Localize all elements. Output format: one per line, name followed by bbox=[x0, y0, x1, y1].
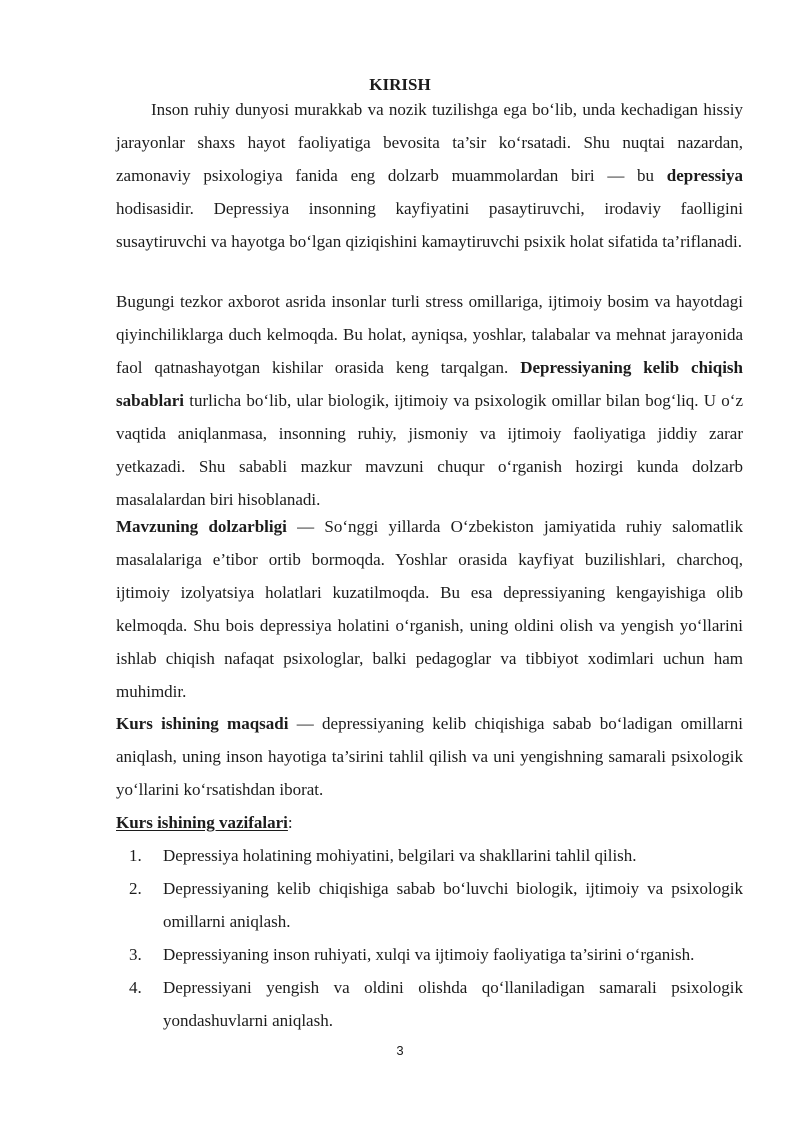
list-item bbox=[116, 872, 743, 938]
list-item bbox=[116, 971, 743, 1037]
causes-text-1: Bugungi tezkor axborot asrida insonlar turli stress omillariga, ijtimoiy bosim va hayotdagi qiyinchiliklarga duch kelmoqda. Bu holat, ayniqsa, yoshlar, talabalar va mehnat jarayonida faol qatnashayotgan kishilar orasida keng tarqalgan. bbox=[116, 292, 743, 377]
intro-paragraph bbox=[116, 93, 743, 258]
aim-text: — depressiyaning kelib chiqishiga sabab bo‘ladigan omillarni aniqlash, uning inson hayotiga ta’sirini tahlil qilish va uni yengishning samarali psixologik yo‘llarini ko‘rsatishdan iborat. bbox=[116, 714, 743, 799]
list-item-number: 4. bbox=[129, 978, 142, 997]
relevance-text: — So‘nggi yillarda O‘zbekiston jamiyatida ruhiy salomatlik masalalariga e’tibor ortib bormoqda. Yoshlar orasida kayfiyat buzilishlari, charchoq, ijtimoiy izolyatsiya holatlari kuzatilmoqda. Bu esa depressiyaning kengayishiga olib kelmoqda. Shu bois depressiya holatini o‘rganish, uning oldini olish va yengish yo‘llarini ishlab chiqish nafaqat psixologlar, balki pedagoglar va tibbiyot xodimlari uchun ham muhimdir. bbox=[116, 517, 743, 701]
tasks-keyword: Kurs ishining vazifalari bbox=[116, 813, 288, 832]
causes-paragraph bbox=[116, 285, 743, 516]
relevance-paragraph bbox=[116, 510, 743, 708]
list-item bbox=[116, 938, 743, 971]
list-item-text: Depressiyani yengish va oldini olishda qo‘llaniladigan samarali psixologik yondashuvlarni aniqlash. bbox=[163, 978, 743, 1030]
intro-keyword: depressiya bbox=[666, 166, 743, 185]
tasks-colon: : bbox=[287, 813, 293, 832]
section-heading: KIRISH bbox=[369, 75, 431, 94]
causes-text-2: turlicha bo‘lib, ular biologik, ijtimoiy va psixologik omillar bilan bog‘liq. U o‘z vaqtida aniqlanmasa, insonning ruhiy, jismoniy va ijtimoiy faoliyatiga jiddiy zarar yetkazadi. Shu sababli mazkur mavzuni chuqur o‘rganish hozirgi kunda dolzarb masalalardan biri hisoblanadi. bbox=[116, 391, 743, 509]
aim-paragraph bbox=[116, 707, 743, 806]
list-item bbox=[116, 839, 743, 872]
list-item-text: Depressiyaning kelib chiqishiga sabab bo‘luvchi biologik, ijtimoiy va psixologik omillarni aniqlash. bbox=[163, 879, 743, 931]
list-item-text: Depressiya holatining mohiyatini, belgilari va shakllarini tahlil qilish. bbox=[163, 846, 637, 865]
aim-keyword: Kurs ishining maqsadi bbox=[116, 714, 289, 733]
list-item-number: 2. bbox=[129, 879, 142, 898]
causes-keyword: Depressiyaning kelib chiqish sabablari bbox=[116, 358, 743, 410]
tasks-heading bbox=[116, 806, 743, 839]
list-item-number: 1. bbox=[129, 846, 142, 865]
page-number: 3 bbox=[396, 1043, 404, 1058]
intro-text-1: Inson ruhiy dunyosi murakkab va nozik tuzilishga ega bo‘lib, unda kechadigan hissiy jarayonlar shaxs hayot faoliyatiga bevosita ta’sir ko‘rsatadi. Shu nuqtai nazardan, zamonaviy psixologiya fanida eng dolzarb muammolardan biri — bu bbox=[116, 100, 743, 185]
relevance-keyword: Mavzuning dolzarbligi bbox=[116, 517, 287, 536]
intro-text-2: hodisasidir. Depressiya insonning kayfiyatini pasaytiruvchi, irodaviy faolligini susaytiruvchi va hayotga bo‘lgan qiziqishini kamaytiruvchi psixik holat sifatida ta’riflanadi. bbox=[116, 199, 743, 251]
tasks-list bbox=[116, 839, 743, 1037]
list-item-text: Depressiyaning inson ruhiyati, xulqi va ijtimoiy faoliyatiga ta’sirini o‘rganish. bbox=[163, 945, 695, 964]
list-item-number: 3. bbox=[129, 945, 142, 964]
